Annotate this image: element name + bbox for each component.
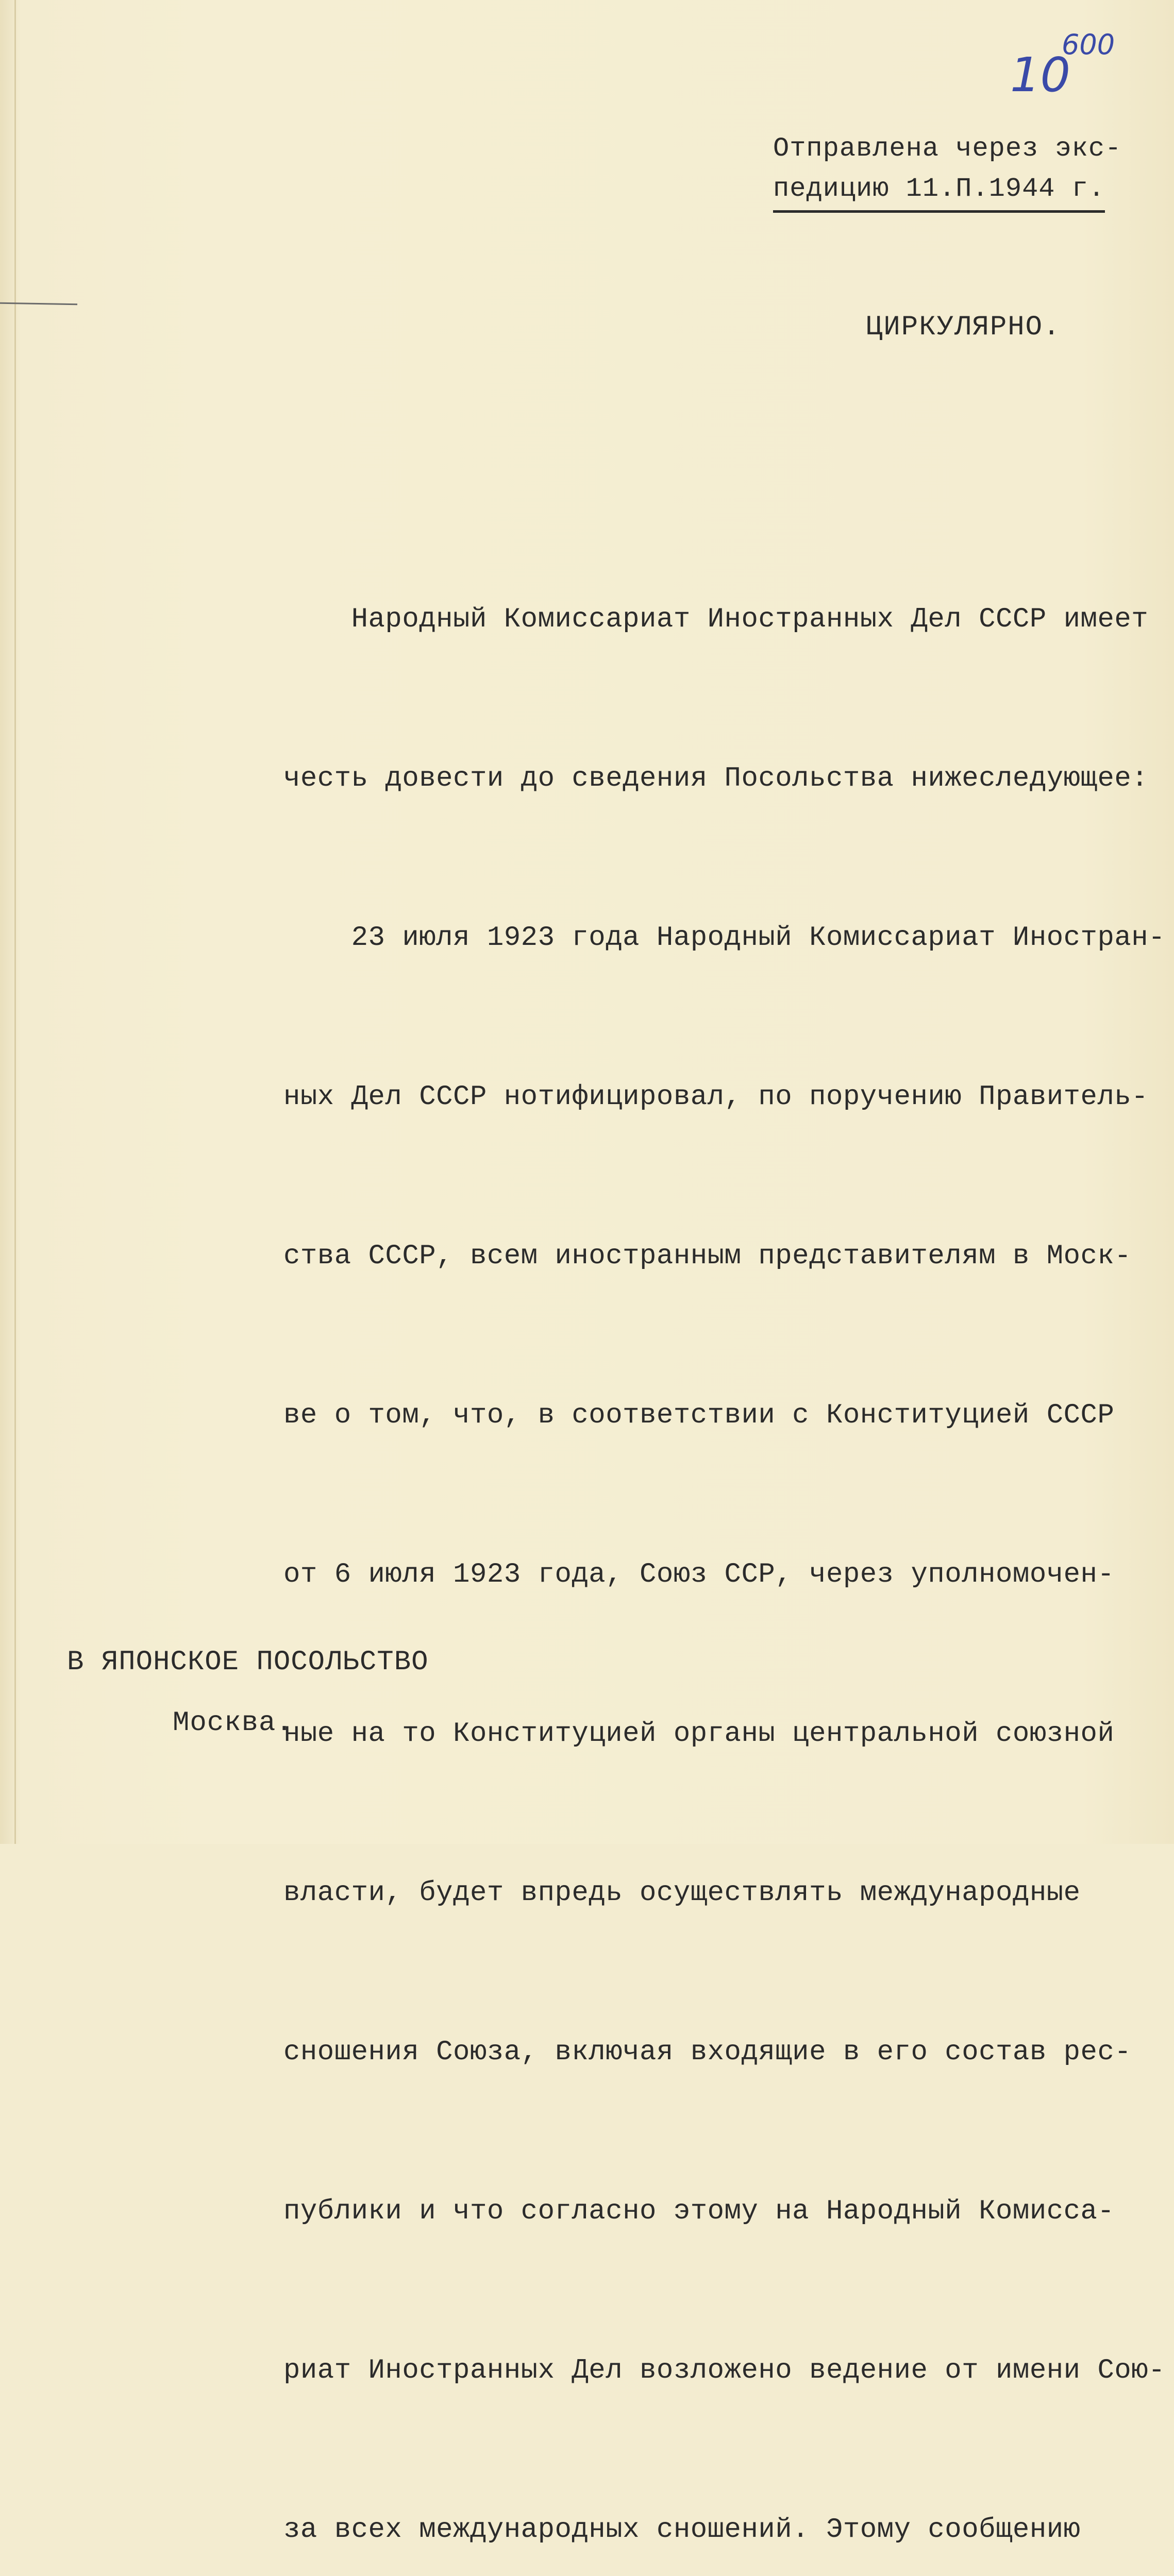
- folio-main-number: 10: [1010, 47, 1071, 103]
- dispatch-note-line-2: педицию 11.П.1944 г.: [773, 169, 1105, 213]
- folio-superscript-number: 600: [1062, 28, 1115, 61]
- body-line: сношения Союза, включая входящие в его состав рес-: [283, 2037, 1132, 2068]
- letter-body: [283, 487, 1165, 2576]
- body-line: власти, будет впредь осуществлять международные: [283, 1877, 1081, 1909]
- body-line: от 6 июля 1923 года, Союз ССР, через уполномочен-: [283, 1559, 1115, 1590]
- binding-edge: [14, 0, 16, 1844]
- dispatch-note-line-1: Отправлена через экс-: [773, 133, 1122, 164]
- recipient-addressee: В ЯПОНСКОЕ ПОСОЛЬСТВО: [67, 1647, 429, 1678]
- recipient-city: Москва.: [173, 1707, 293, 1739]
- body-line: ные на то Конституцией органы центральной союзной: [283, 1718, 1115, 1750]
- body-line: Народный Комиссариат Иностранных Дел СССР имеет: [283, 604, 1149, 635]
- dispatch-note: [773, 129, 1144, 213]
- body-line: за всех международных сношений. Этому сообщению: [283, 2514, 1081, 2546]
- folio-number: [1010, 28, 1123, 103]
- body-line: ве о том, что, в соответствии с Конституцией СССР: [283, 1400, 1115, 1431]
- body-line: честь довести до сведения Посольства нижеследующее:: [283, 763, 1149, 794]
- body-line: ства СССР, всем иностранным представителям в Моск-: [283, 1241, 1132, 1272]
- margin-mark: [0, 302, 77, 306]
- circular-heading: ЦИРКУЛЯРНО.: [866, 312, 1061, 343]
- body-line: публики и что согласно этому на Народный Комисса-: [283, 2196, 1115, 2227]
- body-line: риат Иностранных Дел возложено ведение от имени Сою-: [283, 2355, 1166, 2386]
- body-line: ных Дел СССР нотифицировал, по поручению Правитель-: [283, 1081, 1149, 1113]
- body-line: 23 июля 1923 года Народный Комиссариат Иностран-: [283, 922, 1166, 954]
